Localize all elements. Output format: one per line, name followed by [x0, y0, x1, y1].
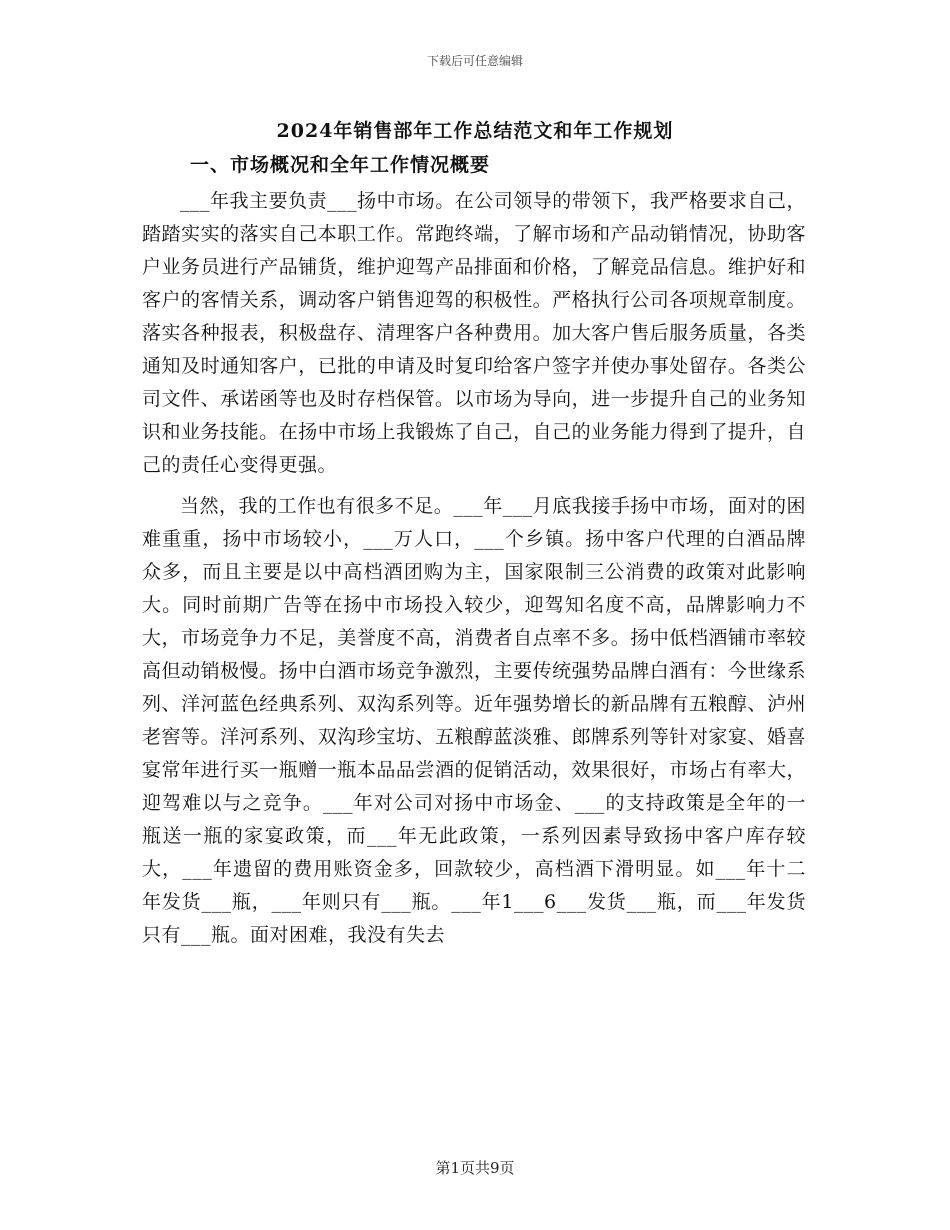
- document-body: [142, 185, 806, 952]
- header-note: 下载后可任意编辑: [426, 54, 523, 68]
- section-heading: 一、市场概况和全年工作情况概要: [190, 154, 491, 176]
- paragraph: ___年我主要负责___扬中市场。在公司领导的带领下，我严格要求自己，踏踏实实的落实自己本职工作。常跑终端，了解市场和产品动销情况，协助客户业务员进行产品铺货，维护迎驾产品排面和价格，了解竞品信息。维护好和客户的客情关系，调动客户销售迎驾的积极性。严格执行公司各项规章制度。落实各种报表，积极盘存、清理客户各种费用。加大客户售后服务质量，各类通知及时通知客户，已批的申请及时复印给客户签字并使办事处留存。各类公司文件、承诺函等也及时存档保管。以市场为导向，进一步提升自己的业务知识和业务技能。在扬中市场上我锻炼了自己，自己的业务能力得到了提升，自己的责任心变得更强。: [142, 190, 806, 476]
- page-number: 第1页共9页: [435, 1159, 515, 1177]
- document-title: 2024年销售部年工作总结范文和年工作规划: [276, 120, 674, 142]
- paragraph: 当然，我的工作也有很多不足。___年___月底我接手扬中市场，面对的困难重重，扬中市场较小，___万人口，___个乡镇。扬中客户代理的白酒品牌众多，而且主要是以中高档酒团购为主，国家限制三公消费的政策对此影响大。同时前期广告等在扬中市场投入较少，迎驾知名度不高，品牌影响力不大，市场竞争力不足，美誉度不高，消费者自点率不多。扬中低档酒铺市率较高但动销极慢。扬中白酒市场竞争激烈，主要传统强势品牌白酒有：今世缘系列、洋河蓝色经典系列、双沟系列等。近年强势增长的新品牌有五粮醇、泸州老窖等。洋河系列、双沟珍宝坊、五粮醇蓝淡雅、郎牌系列等针对家宴、婚喜宴常年进行买一瓶赠一瓶本品品尝酒的促销活动，效果很好，市场占有率大，迎驾难以与之竞争。___年对公司对扬中市场金、___的支持政策是全年的一瓶送一瓶的家宴政策，而___年无此政策，一系列因素导致扬中客户库存较大，___年遗留的费用账资金多，回款较少，高档酒下滑明显。如___年十二年发货___瓶，___年则只有___瓶。___年1___6___发货___瓶，而___年发货只有___瓶。面对困难，我没有失去: [142, 495, 806, 946]
